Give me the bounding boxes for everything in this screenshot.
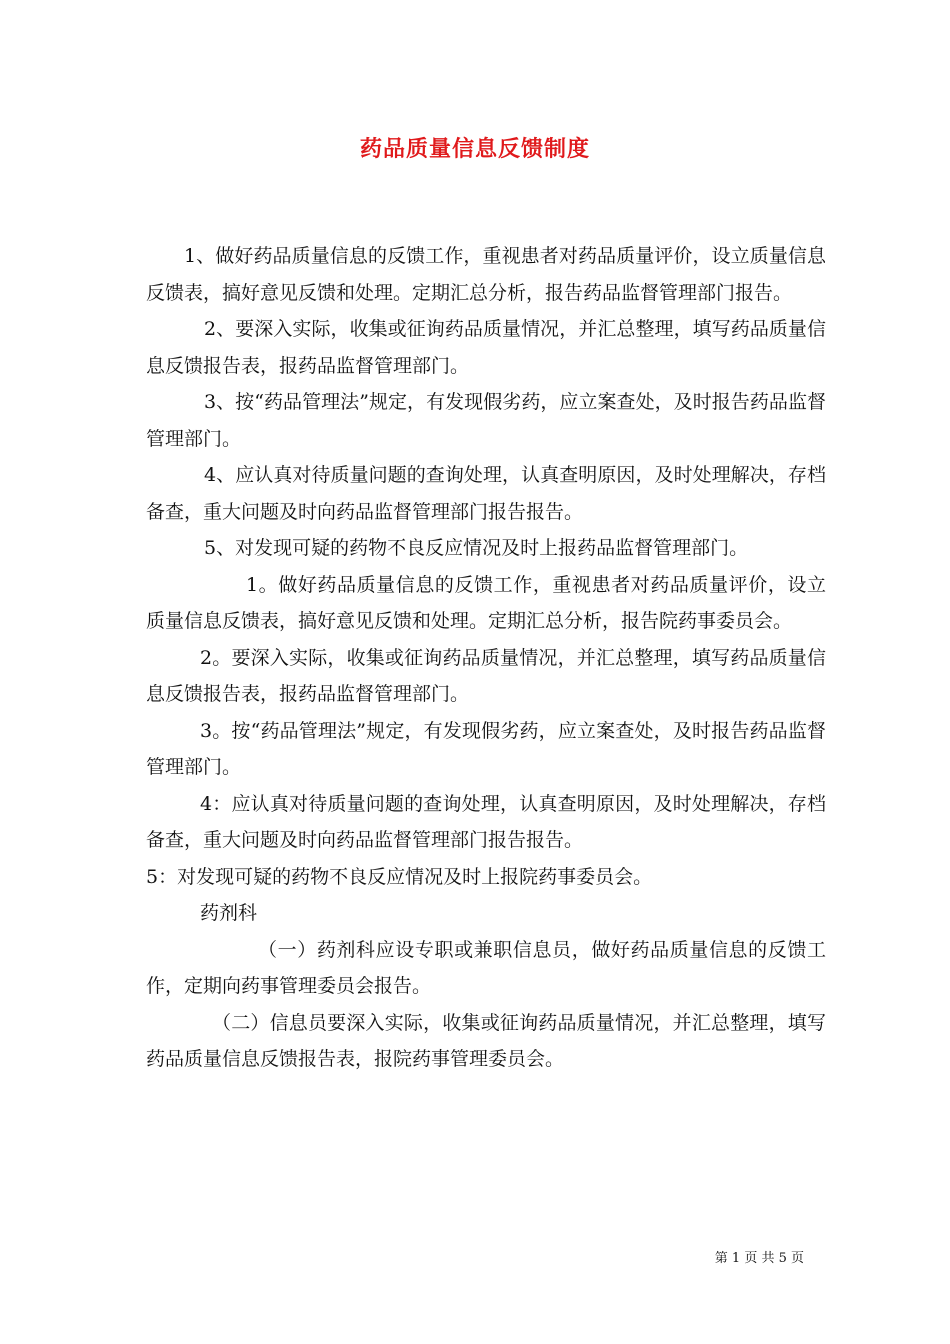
document-title: 药品质量信息反馈制度: [359, 136, 590, 162]
paragraph: 1、做好药品质量信息的反馈工作，重视患者对药品质量评价，设立质量信息反馈表，搞好意见反馈和处理。定期汇总分析，报告药品监督管理部门报告。: [146, 245, 826, 304]
paragraph: 1。做好药品质量信息的反馈工作，重视患者对药品质量评价，设立质量信息反馈表，搞好意见反馈和处理。定期汇总分析，报告院药事委员会。: [146, 573, 826, 632]
paragraph: 4、应认真对待质量问题的查询处理，认真查明原因，及时处理解决，存档备查，重大问题及时向药品监督管理部门报告报告。: [146, 464, 826, 523]
paragraph: （二）信息员要深入实际，收集或征询药品质量情况，并汇总整理，填写药品质量信息反馈报告表，报院药事管理委员会。: [146, 1011, 826, 1070]
paragraph: 5：对发现可疑的药物不良反应情况及时上报院药事委员会。: [146, 865, 653, 888]
paragraph: 5、对发现可疑的药物不良反应情况及时上报药品监督管理部门。: [204, 537, 749, 559]
paragraph: 3、按“药品管理法”规定，有发现假劣药，应立案查处，及时报告药品监督管理部门。: [146, 391, 826, 450]
paragraph: 2。要深入实际，收集或征询药品质量情况，并汇总整理，填写药品质量信息反馈报告表，报药品监督管理部门。: [146, 646, 826, 705]
paragraph: 2、要深入实际，收集或征询药品质量情况，并汇总整理，填写药品质量信息反馈报告表，报药品监督管理部门。: [146, 318, 826, 377]
department-label: 药剂科: [200, 902, 258, 924]
page-number: 第 1 页 共 5 页: [714, 1251, 804, 1266]
paragraph: 3。按“药品管理法”规定，有发现假劣药，应立案查处，及时报告药品监督管理部门。: [146, 719, 826, 778]
paragraph: 4：应认真对待质量问题的查询处理，认真查明原因，及时处理解决，存档备查，重大问题及时向药品监督管理部门报告报告。: [146, 792, 826, 851]
paragraph: （一）药剂科应设专职或兼职信息员，做好药品质量信息的反馈工作，定期向药事管理委员会报告。: [146, 938, 826, 997]
document-body: [146, 238, 826, 1078]
